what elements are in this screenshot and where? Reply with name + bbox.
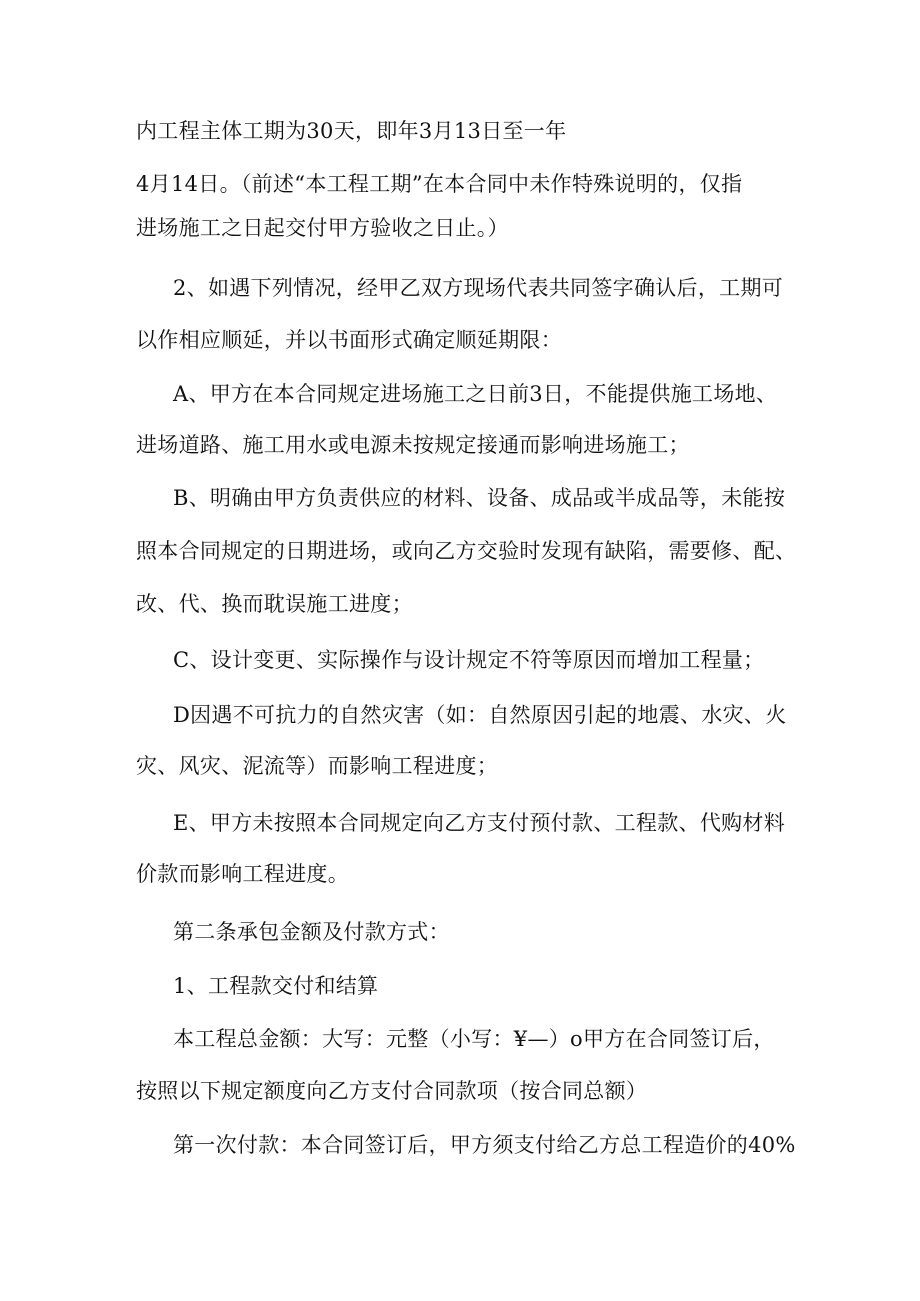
text-line: 进场道路、施工用水或电源未按规定接通而影响进场施工； — [136, 433, 690, 457]
text-line: 4月14日。（前述“本工程工期”在本合同中未作特殊说明的，仅指 — [136, 172, 743, 196]
text-line: B、明确由甲方负责供应的材料、设备、成品或半成品等，未能按 — [173, 486, 786, 510]
text-line: 价款而影响工程进度。 — [136, 862, 349, 886]
text-line: 按照以下规定额度向乙方支付合同款项（按合同总额） — [136, 1079, 648, 1103]
text-line: 内工程主体工期为30天，即年3月13日至一年 — [136, 119, 567, 143]
text-line: 本工程总金额：大写：元整（小写：¥—）o甲方在合同签订后， — [173, 1027, 775, 1051]
text-line: 灾、风灾、泥流等）而影响工程进度； — [136, 754, 499, 778]
text-line: 以作相应顺延，并以书面形式确定顺延期限： — [136, 328, 562, 352]
text-line: C、设计变更、实际操作与设计规定不符等原因而增加工程量； — [173, 648, 765, 672]
text-line: 改、代、换而耽误施工进度； — [136, 592, 413, 616]
subsection-heading: 1、工程款交付和结算 — [173, 974, 379, 998]
text-line: 照本合同规定的日期进场，或向乙方交验时发现有缺陷，需要修、配、 — [136, 539, 797, 563]
text-line: D因遇不可抗力的自然灾害（如：自然原因引起的地震、水灾、火 — [173, 703, 787, 727]
text-line: 进场施工之日起交付甲方验收之日止。） — [136, 216, 509, 240]
text-line: 第一次付款：本合同签订后，甲方须支付给乙方总工程造价的40% — [173, 1133, 796, 1157]
text-line: A、甲方在本合同规定进场施工之日前3日，不能提供施工场地、 — [173, 382, 778, 406]
text-line: 2、如遇下列情况，经甲乙双方现场代表共同签字确认后，工期可 — [173, 276, 784, 300]
text-line: E、甲方未按照本合同规定向乙方支付预付款、工程款、代购材料 — [173, 811, 786, 835]
section-heading: 第二条承包金额及付款方式： — [173, 920, 450, 944]
